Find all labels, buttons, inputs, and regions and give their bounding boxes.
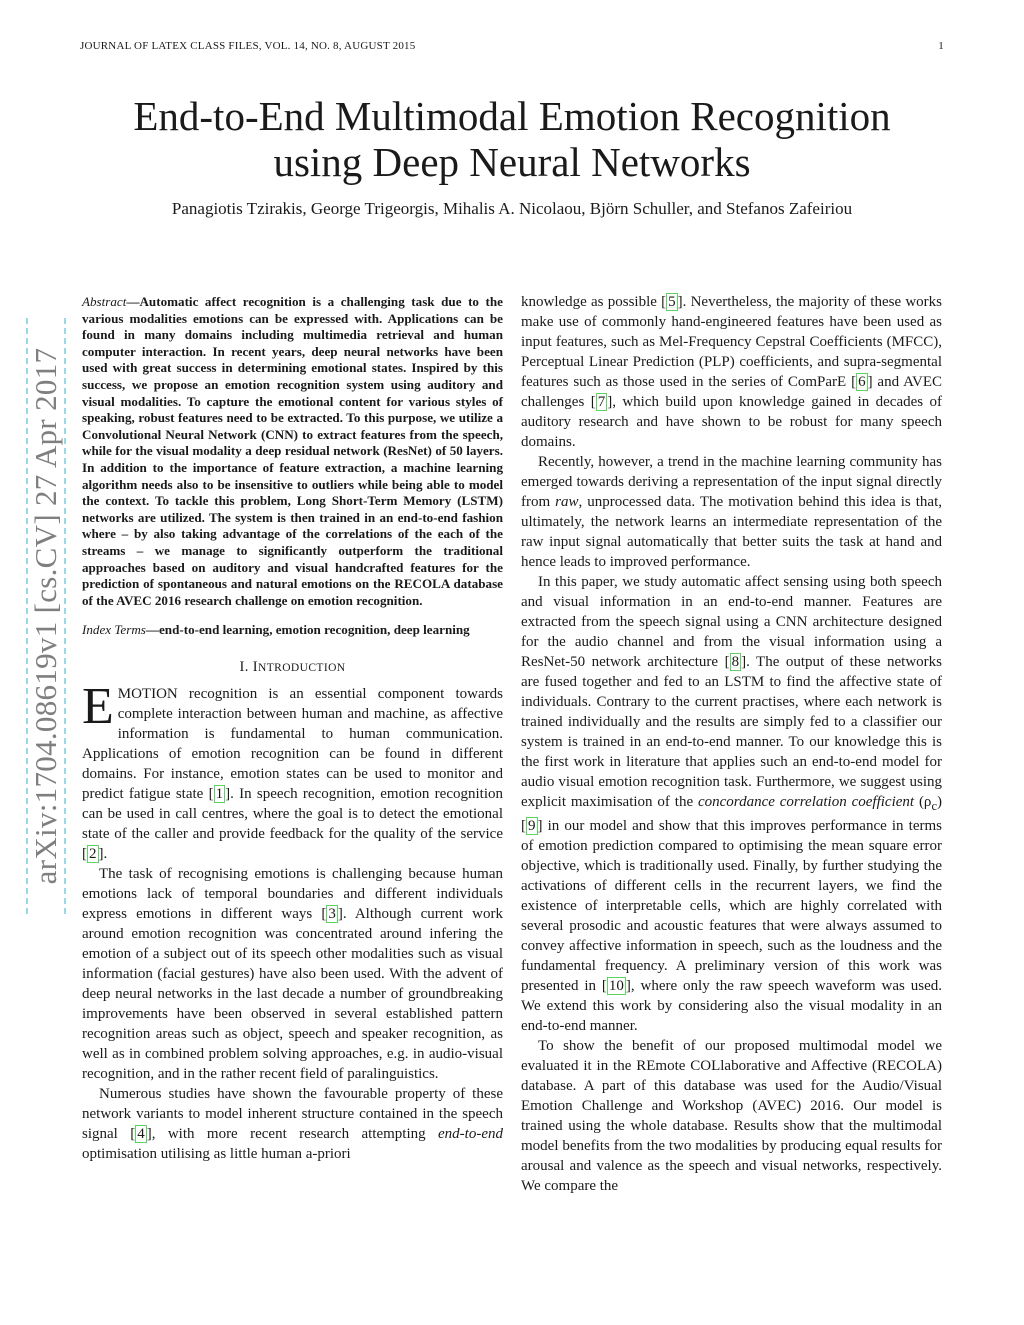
paragraph-text: optimisation utilising as little human a-priori <box>82 1145 351 1162</box>
paper-title <box>60 93 964 185</box>
citation-link[interactable]: 7 <box>597 394 606 410</box>
citation-link[interactable]: 3 <box>328 905 336 922</box>
paragraph-text: ) <box>937 794 942 810</box>
section-title-first: I <box>252 658 259 675</box>
paragraph-text: . In speech recognition, emotion recognition can be used in call centres, where the goal is to detect the emotional state of the caller and provide feedback for the quality of the service <box>82 785 503 842</box>
paragraph-text: The task of recognising emotions is challenging because human emotions lack of temporal boundaries and different individuals express emotions in different ways <box>82 865 503 922</box>
intro-paragraph-6: In this paper, we study automatic affect sensing using both speech and visual information in an end-to-end manner. Features are extracted from the speech signal using a CNN architecture designed for the audio channel and from the visual information using a ResNet-50 network architecture [ 8 ]. The output of these networks are fused together and fed to an LSTM to find the affective state of individuals. Contrary to the current practises, where each network is trained individually and the results are simply fed to a classifier our system is trained in an end-to-end manner. To our knowledge this is the first work in literature that applies such an end-to-end model for audio visual emotion recognition task. Furthermore, we suggest using explicit maximisation of the concordance correlation coefficient $(\rho_c)$ [ 9 ] in our model and show that this improves performance in terms of emotion prediction compared to optimising the mean square error objective, which is traditionally used. Finally, by further studying the activations of different cells in the recurrent layers, we find the existence of interpretable cells, which are highly correlated with several prosodic and acoustic features that were always assumed to convey affective information in speech, such as the loudness and the fundamental frequency. A preliminary version of this work was presented in [ 10 ], where only the raw speech waveform was used. We extend this work by considering also the visual modality in an end-to-end manner. <box>521 574 943 1034</box>
running-header: JOURNAL OF LATEX CLASS FILES, VOL. 14, NO. 8, AUGUST 2015 <box>80 40 416 52</box>
right-column <box>521 292 942 1196</box>
title-line-1: End-to-End Multimodal Emotion Recognition <box>133 93 891 139</box>
author-list: Panagiotis Tzirakis, George Trigeorgis, Mihalis A. Nicolaou, Björn Schuller, and Stefanos Zafeiriou <box>171 199 853 218</box>
intro-paragraph-4: knowledge as possible [ 5 ]. Nevertheless, the majority of these works make use of commonly hand-engineered features have been used as input features, such as Mel-Frequency Cepstral Coefficients (MFCC), Perceptual Linear Prediction (PLP) coefficients, and supra-segmental features such as those used in the series of ComParE [ 6 ] and AVEC challenges [ 7 ], which build upon knowledge gained in decades of auditory research and have shown to be robust for many speech domains. <box>521 294 943 450</box>
paragraph-text: In this paper, we study automatic affect sensing using both speech and visual information in an end-to-end manner. Features are extracted from the speech signal using a CNN architecture designed for the audio channel and from the visual information using a ResNet-50 network architecture <box>521 574 942 670</box>
index-terms-dash: — <box>145 622 159 638</box>
emphasis-text: end-to-end <box>438 1125 503 1142</box>
paragraph-text: knowledge as possible <box>521 294 662 310</box>
index-terms <box>82 622 503 639</box>
paragraph-text: and AVEC challenges <box>521 374 943 410</box>
citation-link[interactable]: 1 <box>215 785 224 802</box>
subscript-text: c <box>931 799 937 813</box>
page-number: 1 <box>938 40 944 52</box>
paragraph-text: Numerous studies have shown the favourable property of these network variants to model inherent structure contained in the speech signal <box>82 1085 503 1142</box>
drop-cap: E <box>82 677 114 735</box>
emphasis-text: concordance correlation coefficient <box>697 794 915 810</box>
paragraph-text: , with more recent research attempting <box>151 1125 438 1142</box>
citation-link[interactable]: 6 <box>858 374 866 390</box>
abstract <box>82 294 503 609</box>
section-heading-introduction <box>82 659 503 676</box>
paragraph-text: (ρ <box>914 794 932 810</box>
intro-paragraph-1: EMOTION recognition is an essential component towards complete interaction between human and machine, as affective information is fundamental to human communication. Applications of emotion recognition can be found in different domains. For instance, emotion states can be used to monitor and predict fatigue state [ 1 ]. In speech recognition, emotion recognition can be used in call centres, where the goal is to detect the emotional state of the caller and provide feedback for the quality of the service [ 2 ]. <box>82 677 503 862</box>
citation-link[interactable]: 9 <box>528 818 536 834</box>
paragraph-text: . <box>103 845 108 862</box>
arxiv-identifier: arXiv:1704.08619v1 [cs.CV] 27 Apr 2017 <box>28 347 63 885</box>
index-terms-text: end-to-end learning, emotion recognition, deep learning <box>158 622 470 638</box>
intro-paragraph-2: The task of recognising emotions is challenging because human emotions lack of temporal boundaries and different individuals express emotions in different ways [ 3 ]. Although current work around emotion recognition was concentrated around infering the emotion of a subject out of its speech other modalities such as visual information (facial gestures) have also been used. With the advent of deep neural networks in the last decade a number of groundbreaking improvements have been observed in several established pattern recognition areas such as object, speech and speaker recognition, as well as in combined problem solving approaches, e.g. in audio-visual recognition, and in the rather recent field of paralinguistics. <box>82 865 504 1082</box>
abstract-text: Automatic affect recognition is a challenging task due to the various modalities emotions can be expressed with. Applications can be found in many domains including multimedia retrieval and human computer interaction. In recent years, deep neural networks have been used with great success in determining emotional states. Inspired by this success, we propose an emotion recognition system using auditory and visual modalities. To capture the emotional content for various styles of speaking, robust features need to be extracted. To this purpose, we utilize a Convolutional Neural Network (CNN) to extract features from the speech, while for the visual modality a deep residual network (ResNet) of 50 layers. In addition to the importance of feature extraction, a machine learning algorithm needs also to be insensitive to outliers while being able to model the context. To tackle this problem, Long Short-Term Memory (LSTM) networks are utilized. The system is then trained in an end-to-end fashion where – by also taking advantage of the correlations of the each of the streams – we manage to significantly outperform the traditional approaches based on auditory and visual handcrafted features for the prediction of spontaneous and natural emotions on the RECOLA database of the AVEC 2016 research challenge on emotion recognition. <box>82 294 503 608</box>
paragraph-text: Recently, however, a trend in the machine learning community has emerged towards deriving a representation of the input signal directly from <box>521 454 942 510</box>
intro-paragraph-5 <box>521 452 942 572</box>
section-title-rest: NTRODUCTION <box>258 661 346 674</box>
citation-link[interactable]: 2 <box>89 845 97 862</box>
paragraph-text: . Nevertheless, the majority of these works make use of commonly hand-engineered features have been used as input features, such as Mel-Frequency Cepstral Coefficients (MFCC), Perceptual Linear Prediction (PLP) coefficients, and supra-segmental features such as those used in the series of ComParE <box>521 294 942 390</box>
citation-link[interactable]: 4 <box>137 1125 145 1142</box>
emphasis-text: raw <box>555 494 579 510</box>
paragraph-text: MOTION recognition is an essential component towards complete interaction between human and machine, as affective information is fundamental to human communication. Applications of emotion recognition can be found in different domains. For instance, emotion states can be used to monitor and predict fatigue state <box>82 685 503 802</box>
paragraph-text: , where only the raw speech waveform was used. We extend this work by considering also the visual modality in an end-to-end manner. <box>521 978 943 1034</box>
paragraph-text: , which build upon knowledge gained in decades of auditory research and have shown to be robust for many speech domains. <box>521 394 942 450</box>
paragraph-text: . Although current work around emotion recognition was concentrated around infering the emotion of a subject out of its speech other modalities such as visual information (facial gestures) have also been used. With the advent of deep neural networks in the last decade a number of groundbreaking improvements have been observed in several established pattern recognition areas such as object, speech and speaker recognition, as well as in combined problem solving approaches, e.g. in audio-visual recognition, and in the rather recent field of paralinguistics. <box>82 905 504 1082</box>
title-line-2: using Deep Neural Networks <box>273 139 751 185</box>
intro-paragraph-3: Numerous studies have shown the favourable property of these network variants to model inherent structure contained in the speech signal [ 4 ], with more recent research attempting end-to-end optimisation utilising as little human a-priori <box>82 1085 503 1162</box>
abstract-dash: — <box>126 294 140 309</box>
left-column <box>82 294 503 1164</box>
paragraph-text: in our model and show that this improves performance in terms of emotion prediction compared to optimising the mean square error objective, which is traditionally used. Finally, by further studying the activations of different cells in the recurrent layers, we find the existence of interpretable cells, which are highly correlated with several prosodic and acoustic features that were always assumed to convey affective information in speech, such as the loudness and the fundamental frequency. A preliminary version of this work was presented in <box>521 818 942 994</box>
paragraph-text: . The output of these networks are fused together and fed to an LSTM to find the affective state of individuals. Contrary to the current practises, where each network is trained individually and the results are simply fed to a classifier our system is trained in an end-to-end manner. To our knowledge this is the first work in literature that applies such an end-to-end model for audio visual emotion recognition task. Furthermore, we suggest using explicit maximisation of the <box>521 654 942 810</box>
citation-link[interactable]: 8 <box>731 654 740 670</box>
abstract-label: Abstract <box>82 294 127 309</box>
index-terms-label: Index Terms <box>82 622 146 638</box>
arxiv-stamp <box>26 318 66 914</box>
citation-link[interactable]: 5 <box>668 294 676 310</box>
citation-link[interactable]: 10 <box>608 978 624 994</box>
section-number: I. <box>239 658 253 675</box>
intro-paragraph-7: To show the benefit of our proposed multimodal model we evaluated it in the REmote COLlaborative and Affective (RECOLA) database. A part of this database was used for the Audio/Visual Emotion Challenge and Workshop (AVEC) 2016. Our model is trained using the whole database. Results show that the multimodal model benefits from the two modalities by producing equal results for arousal and valence as the speech and visual networks, respectively. We compare the <box>521 1038 942 1194</box>
paragraph-text: , unprocessed data. The motivation behind this idea is that, ultimately, the network learns an intermediate representation of the raw input signal automatically that better suits the task at hand and hence leads to improved performance. <box>521 494 942 570</box>
